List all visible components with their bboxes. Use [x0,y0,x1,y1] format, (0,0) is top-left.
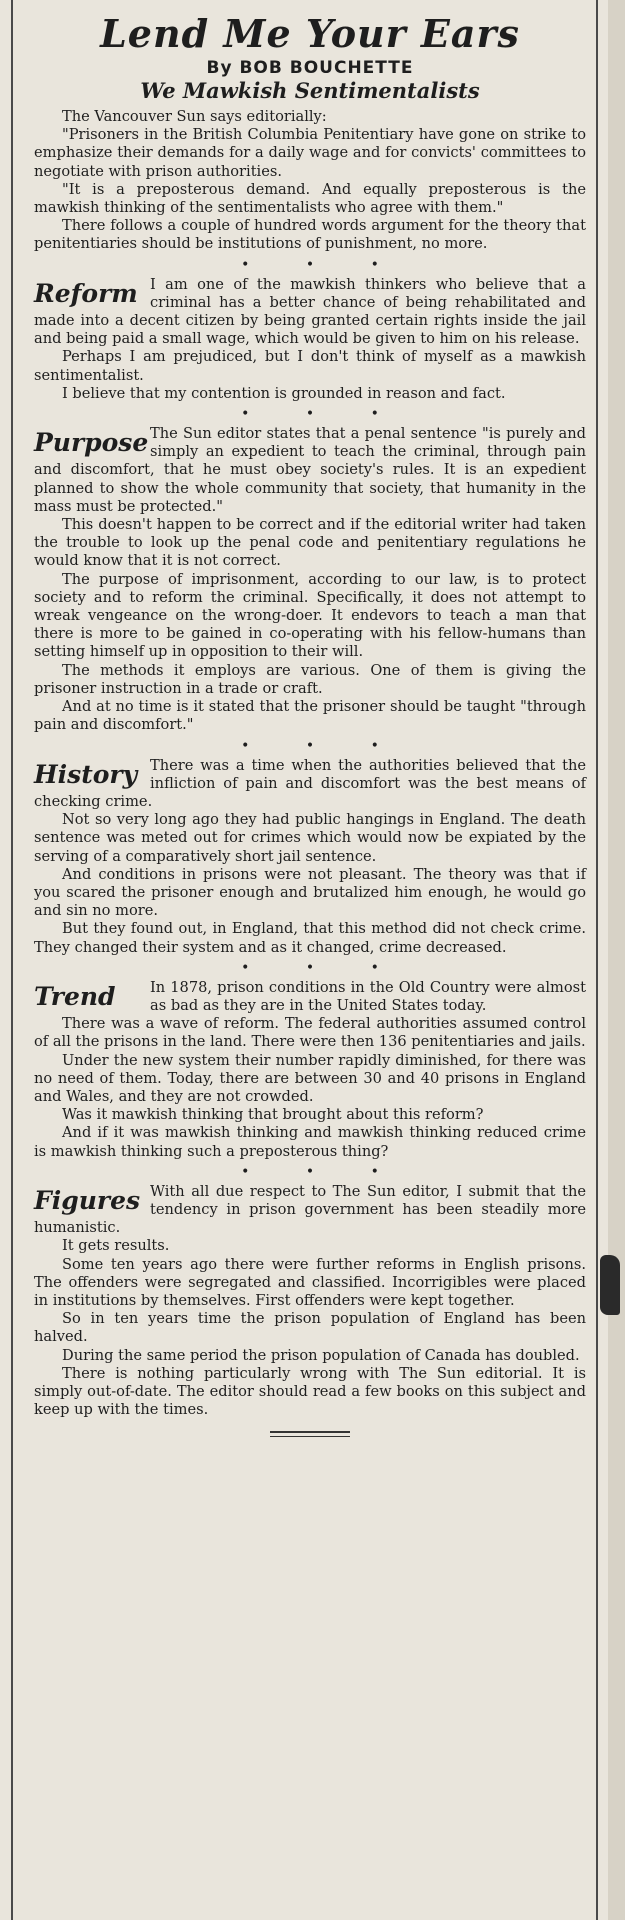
section-heading: Trend [34,981,116,1011]
headline: Lend Me Your Ears [100,11,520,56]
adjacent-column-edge [608,0,625,1920]
paragraph: There was a wave of reform. The federal authorities assumed control of all the prisons in the land. There were then 136 penitentiaries and jails. [34,1015,586,1051]
subhead: We Mawkish Sentimentalists [140,78,480,103]
paragraph: There follows a couple of hundred words argument for the theory that penitentiaries should be institutions of punishment, no more. [34,217,586,253]
paragraph: But they found out, in England, that this method did not check crime. They changed their system and as it changed, crime decreased. [34,920,586,956]
paragraph: Some ten years ago there were further reforms in English prisons. The offenders were segregated and classified. Incorrigibles were placed in institutions by themselves. First offenders were kept together. [34,1255,586,1309]
paragraph: The methods it employs are various. One of them is giving the prisoner instruction in a trade or craft. [34,661,586,697]
section-purpose [34,425,586,734]
paragraph: There was a time when the authorities believed that the infliction of pain and discomfort was the best means of checking crime. [34,756,586,810]
paragraph: Under the new system their number rapidly diminished, for there was no need of them. Today, there are between 30 and 40 prisons in England and Wales, and they are not crowded. [34,1051,586,1105]
paragraph: This doesn't happen to be correct and if the editorial writer had taken the trouble to look up the penal code and penitentiary regulations he would know that it is not correct. [34,516,586,570]
ink-blot [600,1255,620,1315]
paragraph: During the same period the prison population of Canada has doubled. [62,1346,580,1364]
end-rule [270,1431,350,1437]
article-column [20,0,594,1920]
byline: By BOB BOUCHETTE [206,58,414,78]
section-heading: Reform [34,278,138,308]
paragraph: "Prisoners in the British Columbia Penitentiary have gone on strike to emphasize their demands for a daily wage and for convicts' committees to negotiate with prison authorities. [34,126,586,180]
section-history [34,757,586,957]
section-divider: • • • [241,406,405,423]
paragraph: It gets results. [62,1237,170,1255]
column-rule-right [596,0,598,1920]
paragraph: The Vancouver Sun says editorially: [62,108,327,125]
section-divider: • • • [241,1163,405,1180]
paragraph: And if it was mawkish thinking and mawkish thinking reduced crime is mawkish thinking such a preposterous thing? [34,1124,586,1160]
paragraph: Perhaps I am prejudiced, but I don't think of myself as a mawkish sentimentalist. [34,348,586,384]
section-divider: • • • [241,959,405,976]
paragraph: And conditions in prisons were not pleasant. The theory was that if you scared the prisoner enough and brutalized him enough, he would go and sin no more. [34,865,586,920]
paragraph: And at no time is it stated that the prisoner should be taught "through pain and discomfort." [34,698,586,734]
column-rule-left [11,0,13,1920]
section-reform [34,276,586,403]
paragraph: Not so very long ago they had public hangings in England. The death sentence was meted out for crimes which would now be expiated by the serving of a comparatively short jail sentence. [34,811,586,865]
section-heading: Purpose [34,428,149,458]
section-heading: History [34,759,138,789]
section-trend [34,979,586,1161]
section-divider: • • • [241,256,405,273]
paragraph: I am one of the mawkish thinkers who believe that a criminal has a better chance of being rehabilitated and made into a decent citizen by being granted certain rights inside the jail and being paid a small wage, which would be given to him on his release. [34,275,586,348]
paragraph: Was it mawkish thinking that brought about this reform? [62,1106,484,1124]
section-figures [34,1183,586,1420]
intro [34,108,586,254]
paragraph: The purpose of imprisonment, according to our law, is to protect society and to reform the criminal. Specifically, it does not attempt to wreak vengeance on the wrong-doer. It endevors to teach a man that there is more to be gained in co-operating with his fellow-humans than setting himself up in opposition to their will. [34,570,586,661]
paragraph: With all due respect to The Sun editor, I submit that the tendency in prison government has been steadily more humanistic. [34,1182,586,1237]
paragraph: In 1878, prison conditions in the Old Country were almost as bad as they are in the United States today. [150,978,586,1014]
paragraph: The Sun editor states that a penal sentence "is purely and simply an expedient to teach the criminal, through pain and discomfort, that he must obey society's rules. It is an expedient planned to show the whole community that society, that humanity in the mass must be protected." [34,425,586,515]
paragraph: I believe that my contention is grounded in reason and fact. [62,384,506,402]
section-divider: • • • [241,737,405,754]
section-heading: Figures [34,1185,141,1215]
paragraph: "It is a preposterous demand. And equally preposterous is the mawkish thinking of the sentimentalists who agree with them." [34,180,586,217]
paragraph: There is nothing particularly wrong with The Sun editorial. It is simply out-of-date. The editor should read a few books on this subject and keep up with the times. [34,1364,586,1419]
paragraph: So in ten years time the prison population of England has been halved. [34,1310,586,1346]
